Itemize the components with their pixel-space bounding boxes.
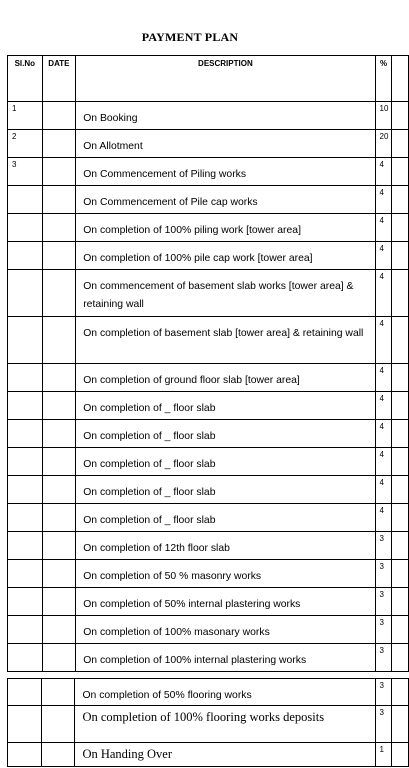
cell-description: On Handing Over xyxy=(75,743,375,767)
cell-extra xyxy=(392,532,409,560)
table-row xyxy=(8,448,409,476)
table-row xyxy=(8,186,409,214)
cell-date xyxy=(42,420,76,448)
cell-percent: 3 xyxy=(375,532,392,560)
cell-extra xyxy=(392,679,409,706)
cell-description: On completion of _ floor slab xyxy=(76,476,375,504)
table-row xyxy=(8,102,409,130)
cell-percent: 4 xyxy=(375,317,392,364)
cell-extra xyxy=(392,504,409,532)
cell-date xyxy=(42,448,76,476)
cell-slno xyxy=(8,476,43,504)
cell-date xyxy=(42,616,76,644)
cell-extra xyxy=(392,588,409,616)
table-row xyxy=(8,270,409,317)
cell-extra xyxy=(392,743,409,767)
cell-description: On completion of 100% masonary works xyxy=(76,616,375,644)
table-row xyxy=(8,588,409,616)
table-row xyxy=(8,130,409,158)
cell-percent: 20 xyxy=(375,130,392,158)
header-date: DATE xyxy=(42,56,76,102)
header-percent: % xyxy=(375,56,392,102)
cell-slno: 2 xyxy=(8,130,43,158)
cell-description: On completion of _ floor slab xyxy=(76,448,375,476)
cell-slno xyxy=(8,214,43,242)
table-row xyxy=(8,679,409,706)
table-row xyxy=(8,476,409,504)
cell-percent: 4 xyxy=(375,158,392,186)
cell-percent: 1 xyxy=(375,743,392,767)
cell-percent: 10 xyxy=(375,102,392,130)
cell-extra xyxy=(392,420,409,448)
cell-slno xyxy=(8,532,43,560)
table-row xyxy=(8,420,409,448)
cell-percent: 3 xyxy=(375,560,392,588)
cell-description: On completion of ground floor slab [tower area] xyxy=(76,364,375,392)
cell-extra xyxy=(392,392,409,420)
cell-slno xyxy=(8,679,42,706)
table-row xyxy=(8,392,409,420)
cell-slno xyxy=(8,317,43,364)
cell-percent: 4 xyxy=(375,270,392,317)
header-description: DESCRIPTION xyxy=(76,56,375,102)
cell-date xyxy=(42,560,76,588)
cell-date xyxy=(42,504,76,532)
cell-percent: 4 xyxy=(375,504,392,532)
cell-percent: 4 xyxy=(375,476,392,504)
cell-slno xyxy=(8,706,42,743)
cell-slno xyxy=(8,504,43,532)
cell-percent: 3 xyxy=(375,588,392,616)
cell-description: On Allotment xyxy=(76,130,375,158)
cell-extra xyxy=(392,364,409,392)
cell-slno xyxy=(8,420,43,448)
table-header-row xyxy=(8,56,409,102)
cell-date xyxy=(42,186,76,214)
cell-percent: 4 xyxy=(375,364,392,392)
cell-date xyxy=(42,644,76,672)
table-row xyxy=(8,644,409,672)
table-row xyxy=(8,242,409,270)
table-row xyxy=(8,616,409,644)
cell-extra xyxy=(392,158,409,186)
cell-slno: 3 xyxy=(8,158,43,186)
cell-description: On commencement of basement slab works [tower area] & retaining wall xyxy=(76,270,375,317)
cell-extra xyxy=(392,186,409,214)
cell-slno xyxy=(8,644,43,672)
cell-extra xyxy=(392,644,409,672)
page-title: PAYMENT PLAN xyxy=(141,30,239,44)
cell-slno xyxy=(8,270,43,317)
cell-description: On Booking xyxy=(76,102,375,130)
cell-description: On completion of 50 % masonry works xyxy=(76,560,375,588)
payment-plan-table xyxy=(7,55,409,672)
cell-percent: 3 xyxy=(375,706,392,743)
cell-slno xyxy=(8,186,43,214)
cell-extra xyxy=(392,476,409,504)
table-body xyxy=(8,102,409,672)
cell-date xyxy=(42,214,76,242)
table-row xyxy=(8,317,409,364)
table-row xyxy=(8,706,409,743)
cell-description: On completion of 100% piling work [tower area] xyxy=(76,214,375,242)
cell-date xyxy=(42,588,76,616)
cell-slno xyxy=(8,392,43,420)
cell-extra xyxy=(392,242,409,270)
cell-extra xyxy=(392,317,409,364)
cell-extra xyxy=(392,270,409,317)
cell-date xyxy=(42,532,76,560)
cell-extra xyxy=(392,706,409,743)
cell-description: On completion of 100% internal plastering works xyxy=(76,644,375,672)
cell-date xyxy=(42,392,76,420)
cell-date xyxy=(42,317,76,364)
table-row xyxy=(8,504,409,532)
cell-date xyxy=(42,130,76,158)
cell-slno xyxy=(8,448,43,476)
cell-percent: 4 xyxy=(375,214,392,242)
cell-description: On completion of 50% internal plastering works xyxy=(76,588,375,616)
cell-description: On Commencement of Pile cap works xyxy=(76,186,375,214)
payment-plan-table-continued xyxy=(7,678,409,767)
cell-extra xyxy=(392,448,409,476)
header-extra xyxy=(392,56,409,102)
cell-slno xyxy=(8,743,42,767)
cell-date xyxy=(42,102,76,130)
cell-description: On Commencement of Piling works xyxy=(76,158,375,186)
cell-slno: 1 xyxy=(8,102,43,130)
cell-percent: 3 xyxy=(375,616,392,644)
cell-percent: 4 xyxy=(375,448,392,476)
cell-slno xyxy=(8,588,43,616)
cell-date xyxy=(42,270,76,317)
cell-percent: 4 xyxy=(375,392,392,420)
cell-date xyxy=(42,706,75,743)
cell-percent: 4 xyxy=(375,420,392,448)
cell-description: On completion of 100% flooring works deposits xyxy=(75,706,375,743)
cell-date xyxy=(42,476,76,504)
table-row xyxy=(8,214,409,242)
cell-description: On completion of _ floor slab xyxy=(76,420,375,448)
cell-slno xyxy=(8,364,43,392)
table-row xyxy=(8,532,409,560)
cell-percent: 3 xyxy=(375,679,392,706)
cell-percent: 3 xyxy=(375,644,392,672)
cell-extra xyxy=(392,560,409,588)
cell-slno xyxy=(8,560,43,588)
cell-extra xyxy=(392,102,409,130)
cell-extra xyxy=(392,130,409,158)
cell-date xyxy=(42,679,75,706)
cell-percent: 4 xyxy=(375,186,392,214)
header-slno: Sl.No xyxy=(8,56,43,102)
cell-description: On completion of 50% flooring works xyxy=(75,679,375,706)
cell-description: On completion of _ floor slab xyxy=(76,504,375,532)
cell-percent: 4 xyxy=(375,242,392,270)
cell-extra xyxy=(392,616,409,644)
table-row xyxy=(8,364,409,392)
cell-slno xyxy=(8,616,43,644)
cell-description: On completion of basement slab [tower area] & retaining wall xyxy=(76,317,375,364)
table-row xyxy=(8,560,409,588)
cell-description: On completion of _ floor slab xyxy=(76,392,375,420)
cell-description: On completion of 100% pile cap work [tower area] xyxy=(76,242,375,270)
cell-description: On completion of 12th floor slab xyxy=(76,532,375,560)
cell-date xyxy=(42,158,76,186)
cell-date xyxy=(42,743,75,767)
cell-slno xyxy=(8,242,43,270)
table-body-continued xyxy=(8,679,409,767)
cell-date xyxy=(42,242,76,270)
cell-extra xyxy=(392,214,409,242)
cell-date xyxy=(42,364,76,392)
table-row xyxy=(8,158,409,186)
table-row xyxy=(8,743,409,767)
